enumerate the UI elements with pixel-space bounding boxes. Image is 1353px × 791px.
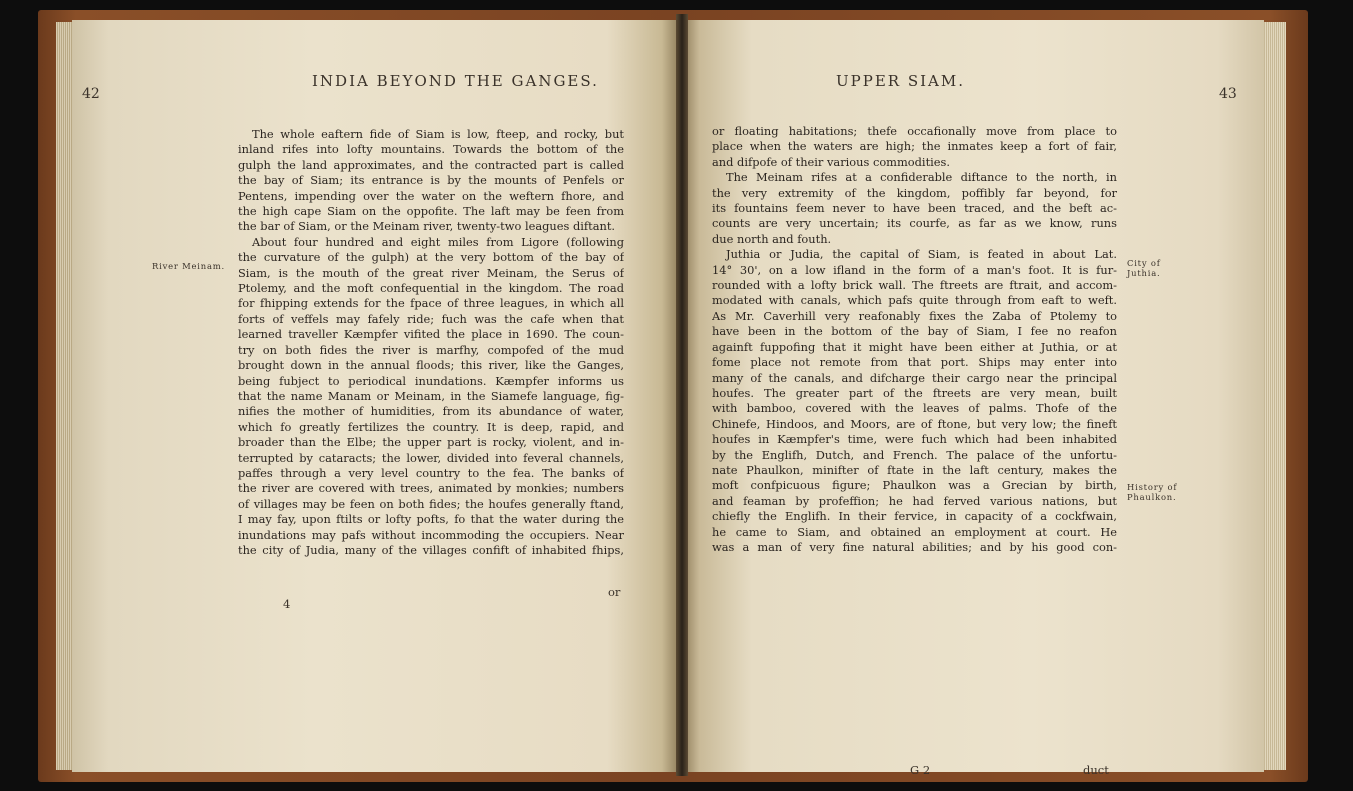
text-line: chiefly the Englifh. In their fervice, in capacity of a cockfwain, [712, 509, 1117, 524]
text-line: Ptolemy, and the moft confequential in the kingdom. The road [238, 281, 624, 296]
text-line: learned traveller Kæmpfer vifited the place in 1690. The coun- [238, 327, 624, 342]
text-line: nifies the mother of humidities, from its abundance of water, [238, 404, 624, 419]
text-line: houfes in Kæmpfer's time, were fuch which had been inhabited [712, 432, 1117, 447]
text-line: try on both fides the river is marfhy, compofed of the mud [238, 342, 624, 357]
text-line: againft fuppofing that it might have been either at Juthia, or at [712, 339, 1117, 354]
left-body-text [238, 127, 624, 558]
text-line: paffes through a very level country to the fea. The banks of [238, 465, 624, 480]
text-line: which fo greatly fertilizes the country. It is deep, rapid, and [238, 419, 624, 434]
text-line: the river are covered with trees, animated by monkies; numbers [238, 481, 624, 496]
text-line: or floating habitations; thefe occafionally move from place to [712, 124, 1117, 138]
text-line: nate Phaulkon, minifter of ftate in the laft century, makes the [712, 462, 1117, 477]
text-line: 14° 30', on a low ifland in the form of a man's foot. It is fur- [712, 262, 1117, 277]
left-catchword: or [608, 585, 621, 599]
text-line: the bay of Siam; its entrance is by the mounts of Penfels or [238, 173, 624, 188]
text-line: The Meinam rifes at a confiderable diftance to the north, in [726, 170, 1117, 185]
text-line: due north and fouth. [712, 231, 832, 246]
left-running-head: INDIA BEYOND THE GANGES. [312, 72, 599, 90]
text-line: The whole eaftern fide of Siam is low, fteep, and rocky, but [252, 127, 624, 141]
left-signature-mark: 4 [283, 597, 291, 611]
text-line: Pentens, impending over the water on the weftern fhore, and [238, 188, 624, 203]
text-line: moft confpicuous figure; Phaulkon was a Grecian by birth, [712, 478, 1117, 493]
text-line: brought down in the annual floods; this river, like the Ganges, [238, 358, 624, 373]
margin-note-city-of-juthia [1127, 258, 1161, 278]
margin-note-line: Juthia. [1127, 268, 1161, 278]
text-line: rounded with a lofty brick wall. The ftreets are ftrait, and accom- [712, 278, 1117, 293]
book-gutter [676, 14, 688, 776]
text-line: and feaman by profeffion; he had ferved various nations, but [712, 493, 1117, 508]
text-line: counts are very uncertain; its courfe, as far as we know, runs [712, 216, 1117, 231]
text-line: gulph the land approximates, and the contracted part is called [238, 157, 624, 172]
margin-note-line: History of [1127, 482, 1178, 492]
text-line: modated with canals, which pafs quite through from eaft to weft. [712, 293, 1117, 308]
page-edges-left [56, 22, 72, 770]
text-line: with bamboo, covered with the leaves of palms. Thofe of the [712, 401, 1117, 416]
text-line: Chinefe, Hindoos, and Moors, are of ftone, but very low; the fineft [712, 416, 1117, 431]
text-line: Juthia or Judia, the capital of Siam, is feated in about Lat. [726, 247, 1117, 262]
right-body-text [712, 124, 1117, 555]
text-line: that the name Manam or Meinam, in the Siamefe language, fig- [238, 388, 624, 403]
text-line: broader than the Elbe; the upper part is rocky, violent, and in- [238, 435, 624, 450]
margin-note-history-of-phaulkon [1127, 482, 1177, 502]
text-line: inundations may pafs without incommoding the occupiers. Near [238, 527, 624, 542]
text-line: by the Englifh, Dutch, and French. The palace of the unfortu- [712, 447, 1117, 462]
text-line: I may fay, upon ftilts or lofty pofts, fo that the water during the [238, 512, 624, 527]
text-line: houfes. The greater part of the ftreets are very mean, built [712, 385, 1117, 400]
text-line: inland rifes into lofty mountains. Towards the bottom of the [238, 142, 624, 157]
margin-note-line: Phaulkon. [1127, 492, 1177, 502]
text-line: Siam, is the mouth of the great river Meinam, the Serus of [238, 265, 624, 280]
text-line: of villages may be feen on both fides; the houfes generally ftand, [238, 496, 624, 511]
text-line: terrupted by cataracts; the lower, divided into feveral channels, [238, 450, 624, 465]
page-edges-right [1264, 22, 1286, 770]
text-line: he came to Siam, and obtained an employment at court. He [712, 524, 1117, 539]
text-line: its fountains feem never to have been traced, and the beft ac- [712, 201, 1117, 216]
right-catchword: duct [1083, 763, 1109, 777]
text-line: for fhipping extends for the fpace of three leagues, in which all [238, 296, 624, 311]
text-line: was a man of very fine natural abilities; and by his good con- [712, 539, 1117, 554]
margin-note-river-meinam: River Meinam. [152, 261, 225, 271]
text-line: place when the waters are high; the inmates keep a fort of fair, [712, 139, 1117, 154]
right-page-number: 43 [1219, 86, 1237, 102]
text-line: have been in the bottom of the bay of Siam, I fee no reafon [712, 324, 1117, 339]
text-line: the curvature of the gulph) at the very bottom of the bay of [238, 250, 624, 265]
text-line: fome place not remote from that port. Ships may enter into [712, 355, 1117, 370]
text-line: the high cape Siam on the oppofite. The laft may be feen from [238, 204, 624, 219]
right-running-head: UPPER SIAM. [836, 72, 965, 90]
text-line: the very extremity of the kingdom, poffibly far beyond, for [712, 185, 1117, 200]
left-page-number: 42 [82, 86, 100, 102]
text-line: forts of veffels may fafely ride; fuch was the cafe when that [238, 311, 624, 326]
text-line: About four hundred and eight miles from Ligore (following [252, 234, 624, 249]
text-line: the city of Judia, many of the villages confift of inhabited fhips, [238, 542, 624, 557]
text-line: As Mr. Caverhill very reafonably fixes the Zaba of Ptolemy to [712, 308, 1117, 323]
margin-note-line: City of [1127, 258, 1161, 268]
right-signature-mark: G 2 [910, 763, 931, 777]
text-line: and difpofe of their various commodities. [712, 154, 951, 169]
text-line: many of the canals, and difcharge their cargo near the principal [712, 370, 1117, 385]
text-line: being fubject to periodical inundations. Kæmpfer informs us [238, 373, 624, 388]
text-line: the bar of Siam, or the Meinam river, twenty-two leagues diftant. [238, 219, 616, 234]
